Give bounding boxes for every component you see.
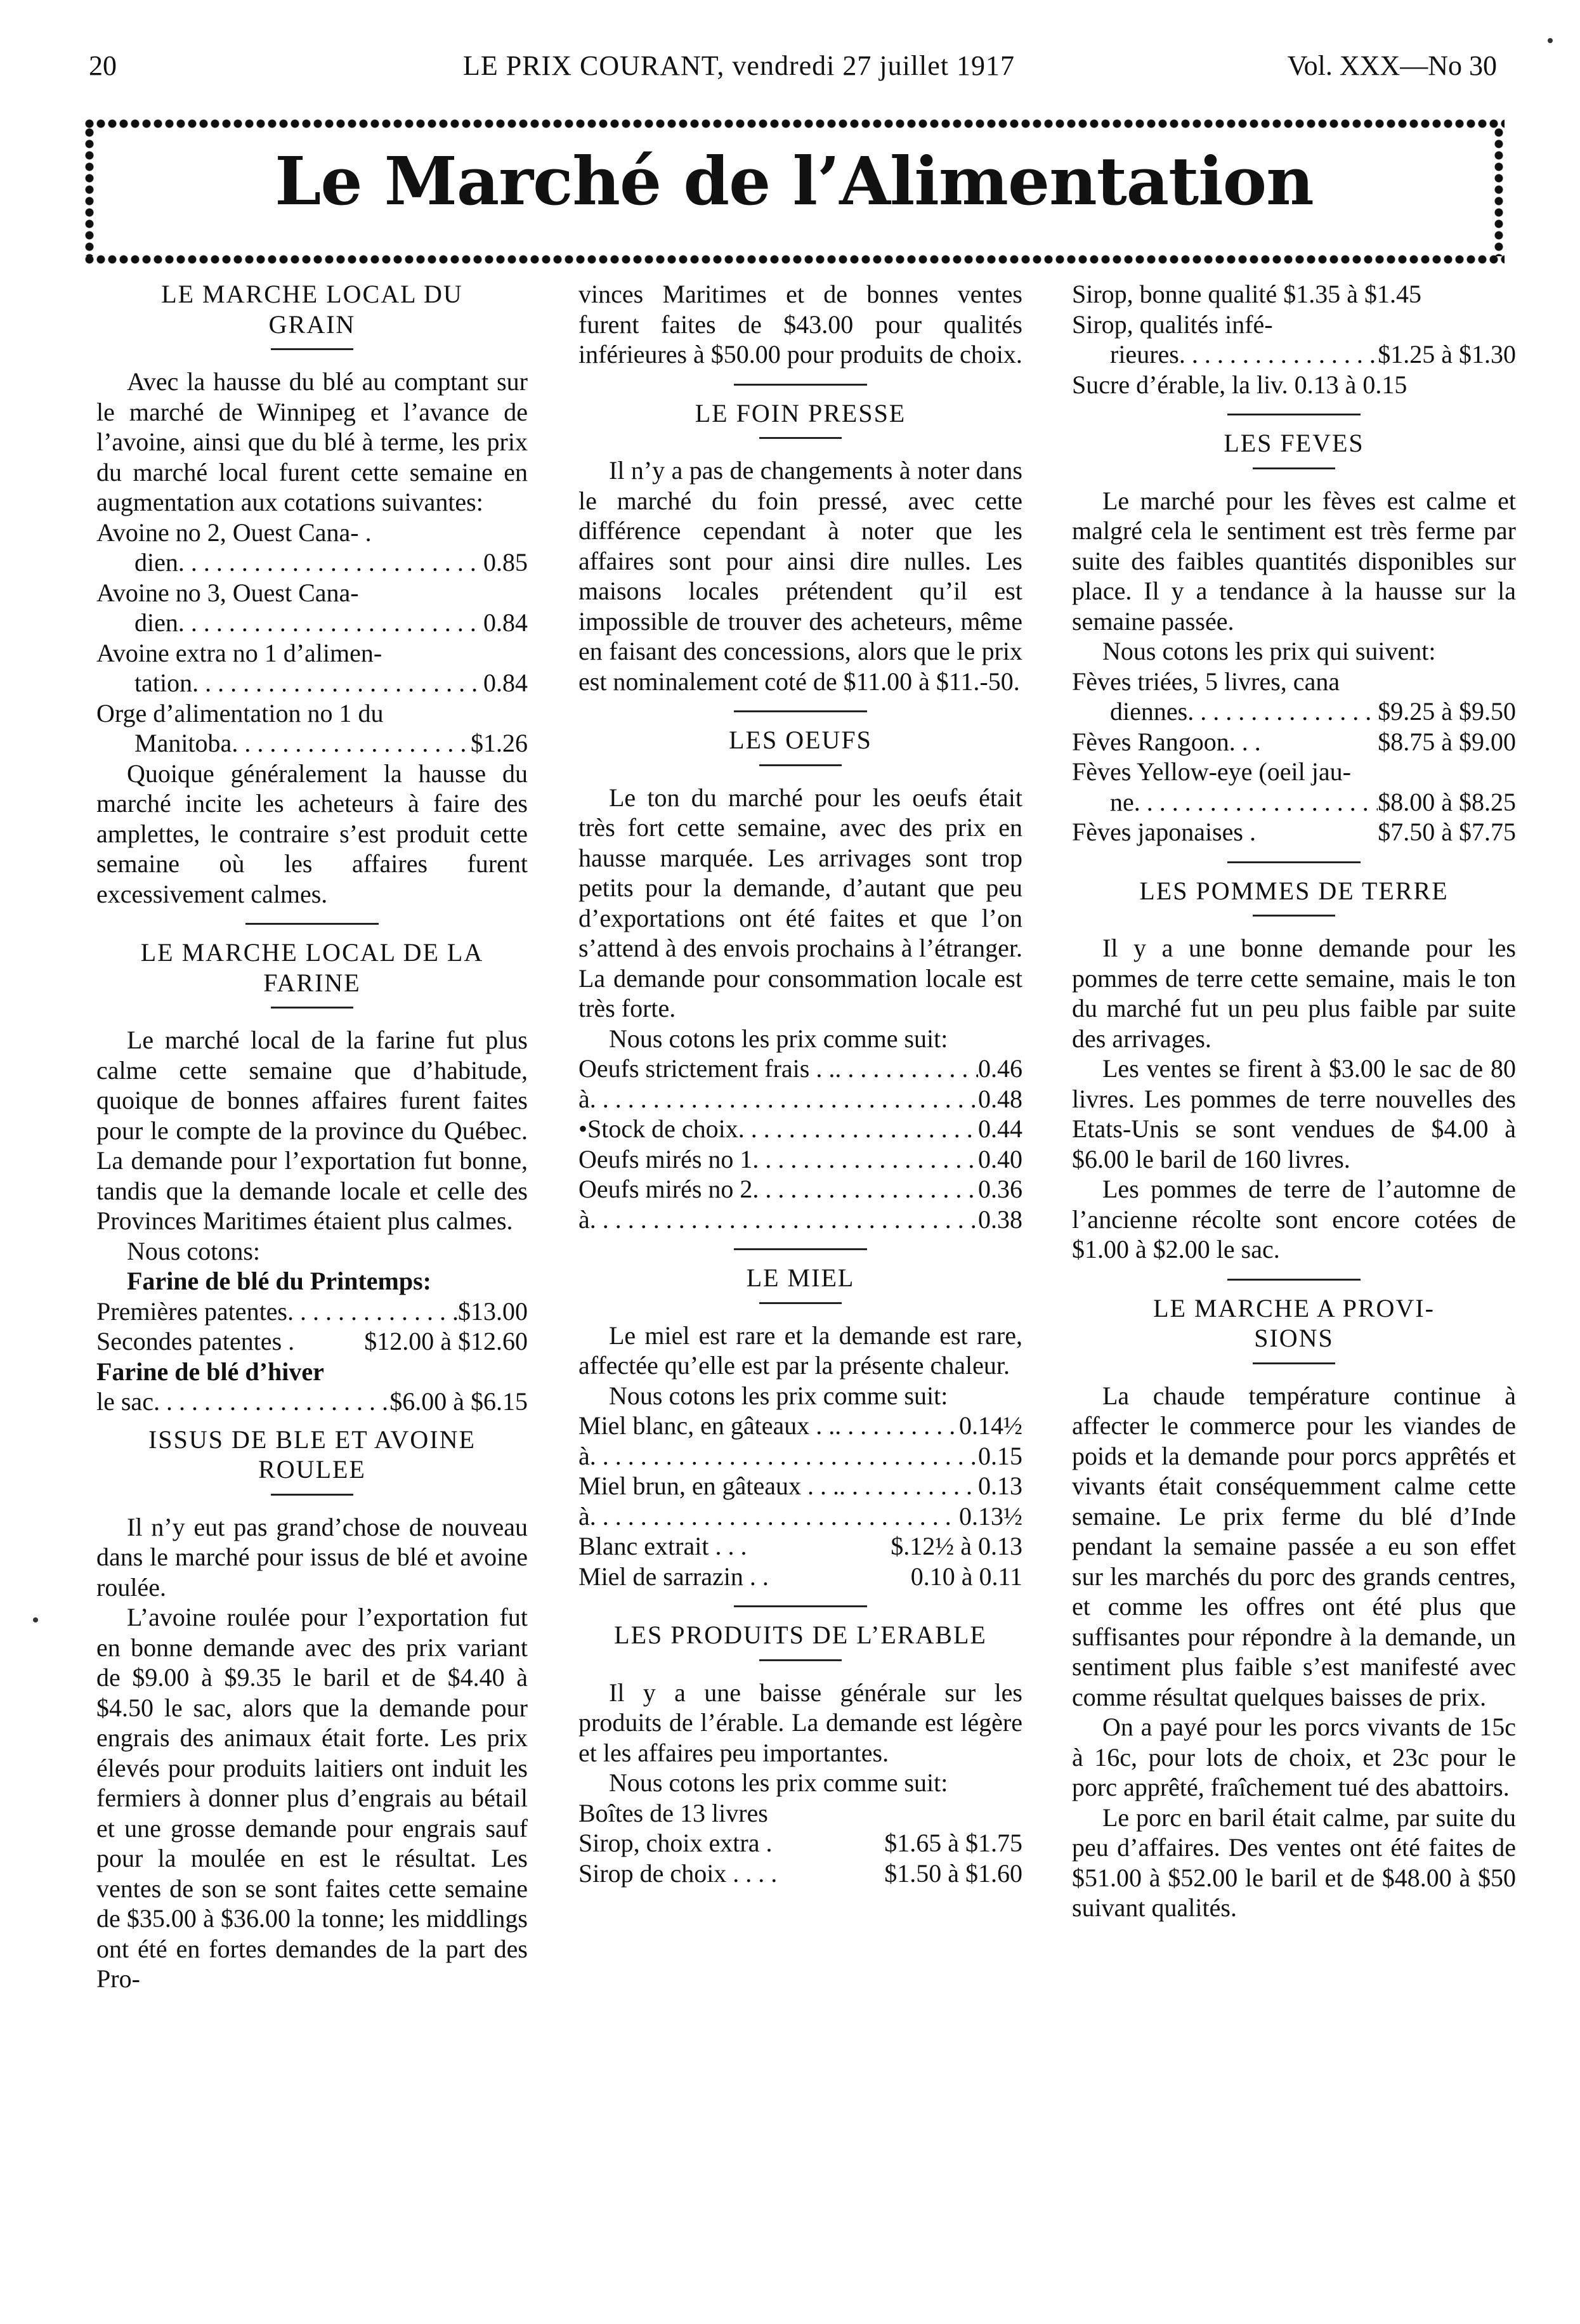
price-row	[578, 1471, 1022, 1501]
price-row	[96, 1387, 528, 1417]
price-label: Manitoba	[134, 729, 232, 757]
price-row	[96, 608, 528, 638]
price-row	[1072, 696, 1516, 727]
price-value: 0.84	[483, 669, 528, 697]
heading-rule	[1253, 1362, 1335, 1364]
price-value: 0.36	[978, 1175, 1022, 1203]
price-row	[1072, 727, 1516, 757]
erable-body: Il y a une baisse générale sur les produits de l’érable. La demande est légère et les affaires peu importantes.	[578, 1678, 1022, 1767]
price-row	[578, 1084, 1022, 1114]
erable-boites: Boîtes de 13 livres	[578, 1798, 768, 1827]
section-separator	[734, 1605, 867, 1607]
price-value: $9.25 à $9.50	[1378, 697, 1516, 726]
heading-rule	[271, 1494, 353, 1496]
grain-intro: Avec la hausse du blé au comptant sur le marché de Winnipeg et l’avance de l’avoine, ainsi que du blé à terme, les prix du marché local furent cette semaine en augmentation aux cotations suivantes:	[96, 367, 528, 516]
price-label: à	[578, 1501, 590, 1531]
price-row	[578, 1411, 1022, 1441]
heading-line: LE MARCHE LOCAL DE LA	[140, 938, 484, 967]
section-separator	[1227, 414, 1361, 415]
price-label: Blanc extrait . . .	[578, 1532, 747, 1560]
column-2	[578, 279, 1022, 1888]
price-label: dien	[134, 608, 178, 637]
price-label: Miel brun, en gâteaux . . .	[578, 1472, 839, 1500]
price-row	[578, 1562, 1022, 1592]
price-label: à	[578, 1084, 590, 1113]
price-value: $1.50 à $1.60	[884, 1858, 1022, 1888]
provisions-paragraph-2: On a payé pour les porcs vivants de 15c à 16c, pour lots de choix, et 23c pour le porc apprêté, fraîchement tué des abattoirs.	[1072, 1713, 1516, 1801]
price-item-label: Avoine no 2, Ouest Cana- .	[96, 518, 372, 547]
price-value: 0.44	[978, 1114, 1022, 1143]
price-row	[578, 1501, 1022, 1532]
price-label: Oeufs mirés no 1	[578, 1144, 753, 1173]
price-row	[1072, 787, 1516, 818]
price-value: 0.84	[483, 608, 528, 637]
publication-title: LE PRIX COURANT, vendredi 27 juillet 1917	[463, 50, 1015, 81]
banner-bottom-border	[84, 254, 1505, 265]
heading-oeufs: LES OEUFS	[729, 726, 872, 754]
section-title: Le Marché de l’Alimentation	[275, 142, 1314, 220]
heading-rule	[1253, 467, 1335, 469]
issus-continuation: vinces Maritimes et de bonnes ventes furent faites de $43.00 pour qualités inférieures à $50.00 pour produits de choix.	[578, 280, 1022, 369]
sirop-row-1: Sirop, bonne qualité $1.35 à $1.45	[1072, 280, 1422, 308]
price-item-label: Avoine no 3, Ouest Cana-	[96, 578, 359, 607]
price-value: 0.13	[978, 1472, 1022, 1500]
banner-top-border	[84, 118, 1505, 129]
price-value: $1.26	[471, 729, 528, 757]
price-label: Miel blanc, en gâteaux . .	[578, 1411, 835, 1440]
farine-nous-cotons: Nous cotons:	[127, 1236, 260, 1265]
farine-body: Le marché local de la farine fut plus calme cette semaine que d’habitude, quoique de bonnes affaires furent faites pour le compte de la province du Québec. La demande pour l’exportation fut bonne, tandis que la demande locale et celle des Provinces Maritimes étaient plus calmes.	[96, 1026, 528, 1235]
heading-line: ISSUS DE BLE ET AVOINE	[148, 1425, 476, 1454]
heading-provisions	[1072, 1293, 1516, 1354]
scan-speck	[33, 1617, 38, 1622]
erable-nous-cotons: Nous cotons les prix comme suit:	[609, 1768, 948, 1797]
heading-grain	[96, 279, 528, 339]
section-separator	[734, 710, 867, 712]
price-label: tation	[134, 669, 193, 697]
price-row	[578, 1858, 1022, 1889]
price-value: $1.25 à $1.30	[1378, 340, 1516, 369]
price-value: $12.00 à $12.60	[364, 1327, 528, 1355]
price-label: Premières patentes	[96, 1296, 287, 1326]
section-separator	[1227, 1279, 1361, 1281]
page-number: 20	[89, 50, 117, 81]
price-label: Oeufs strictement frais . .	[578, 1054, 835, 1083]
oeufs-price-list	[578, 1054, 1022, 1234]
price-value: 0.13½	[959, 1501, 1022, 1531]
price-row	[578, 1204, 1022, 1235]
price-row	[578, 1828, 1022, 1858]
volume-number: Vol. XXX—No 30	[1287, 50, 1497, 81]
section-separator	[1227, 861, 1361, 863]
price-value: $8.75 à $9.00	[1378, 727, 1516, 756]
price-row	[96, 728, 528, 759]
price-label: à	[578, 1204, 590, 1234]
price-label: Sirop de choix . . . .	[578, 1858, 778, 1888]
price-label: rieures	[1110, 340, 1179, 369]
price-value: 0.40	[978, 1144, 1022, 1173]
price-label: Oeufs mirés no 2	[578, 1175, 753, 1203]
price-label: le sac	[96, 1387, 153, 1416]
issus-paragraph-2: L’avoine roulée pour l’exportation fut en bonne demande avec des prix variant de $9.00 à $9.35 le baril et de $4.40 à $4.50 le sac, alors que la demande pour engrais des animaux était forte. Les prix élevés pour produits laitiers ont induit les fermiers à donner plus d’engrais au bétail et une grosse demande pour engrais sauf pour la moulée en est le résultat. Les ventes de son se sont faites cette semaine de $35.00 à $36.00 la tonne; les middlings ont été en fortes demandes de la part des Pro-	[96, 1603, 528, 1993]
scan-speck	[1548, 38, 1553, 43]
heading-foin: LE FOIN PRESSE	[695, 398, 906, 428]
price-row	[578, 1531, 1022, 1562]
price-value: $8.00 à $8.25	[1378, 787, 1516, 816]
price-row	[96, 668, 528, 698]
price-value: $1.65 à $1.75	[884, 1829, 1022, 1857]
pommes-paragraph-3: Les pommes de terre de l’automne de l’ancienne récolte sont encore cotées de $1.00 à $2.00 le sac.	[1072, 1175, 1516, 1263]
issus-paragraph-1: Il n’y eut pas grand’chose de nouveau dans le marché pour issus de blé et avoine roulée.	[96, 1512, 528, 1602]
price-label: Miel de sarrazin . .	[578, 1562, 769, 1591]
price-value: 0.85	[483, 548, 528, 577]
price-value: 0.14½	[959, 1411, 1022, 1440]
feves-body: Le marché pour les fèves est calme et malgré cela le sentiment est très ferme par suite des faibles quantités disponibles sur place. Il y a tendance à la hausse sur la semaine passée.	[1072, 486, 1516, 636]
heading-rule	[759, 437, 842, 439]
pommes-paragraph-1: Il y a une bonne demande pour les pommes de terre cette semaine, mais le ton du marché fut un peu plus faible par suite des arrivages.	[1072, 934, 1516, 1053]
price-label: diennes	[1110, 697, 1188, 726]
price-value: 0.48	[978, 1084, 1022, 1113]
price-row	[1072, 339, 1516, 370]
provisions-paragraph-1: La chaude température continue à affecter le commerce pour les viandes de poids et la demande pour porcs apprêtés et vivants était conséquemment calme cette semaine. Le prix ferme du blé d’Inde pendant la semaine passée a eu son effet sur les marchés du porc des grands centres, et comme les offres ont été plus que suffisantes pour répondre à la demande, un sentiment plus faible s’est manifesté avec comme résultat quelques baisses de prix.	[1072, 1381, 1516, 1711]
price-label: Secondes patentes .	[96, 1327, 295, 1355]
heading-line: SIONS	[1254, 1324, 1334, 1352]
heading-rule	[1253, 915, 1335, 917]
price-row	[578, 1174, 1022, 1204]
price-label: à	[578, 1441, 590, 1470]
price-value: $13.00	[458, 1296, 528, 1326]
grain-price-list	[96, 518, 528, 759]
heading-rule	[759, 1302, 842, 1304]
heading-line: GRAIN	[268, 310, 356, 339]
farine-printemps: Farine de blé du Printemps:	[127, 1267, 431, 1295]
provisions-paragraph-3: Le porc en baril était calme, par suite du peu d’affaires. Des ventes ont été faites de $51.00 à $52.00 le baril et de $48.00 à $50 suivant qualités.	[1072, 1803, 1516, 1922]
sirop-row-3: Sucre d’érable, la liv. 0.13 à 0.15	[1072, 370, 1407, 399]
price-value: 0.46	[978, 1054, 1022, 1083]
heading-rule	[759, 1659, 842, 1661]
price-label: ne	[1110, 787, 1134, 816]
price-value: 0.38	[978, 1204, 1022, 1234]
miel-price-list	[578, 1411, 1022, 1591]
price-row	[578, 1441, 1022, 1472]
heading-line: ROULEE	[258, 1455, 366, 1484]
price-row	[578, 1144, 1022, 1175]
running-head	[89, 49, 1497, 94]
feves-nous-cotons: Nous cotons les prix qui suivent:	[1102, 637, 1436, 665]
price-row	[96, 547, 528, 578]
section-banner	[84, 118, 1505, 265]
feves-item-1a: Fèves triées, 5 livres, cana	[1072, 667, 1340, 696]
price-value: $6.00 à $6.15	[389, 1387, 528, 1416]
section-separator	[734, 1248, 867, 1250]
heading-line: LE MARCHE A PROVI-	[1153, 1293, 1435, 1322]
section-separator	[734, 384, 867, 386]
heading-miel: LE MIEL	[746, 1263, 855, 1292]
pommes-paragraph-2: Les ventes se firent à $3.00 le sac de 80 livres. Les pommes de terre nouvelles des Etats-Unis se sont vendues de $4.00 à $6.00 le baril de 160 livres.	[1072, 1054, 1516, 1173]
price-value: $.12½ à 0.13	[891, 1532, 1022, 1560]
price-value: 0.15	[978, 1441, 1022, 1470]
farine-hiver: Farine de blé d’hiver	[96, 1357, 324, 1386]
heading-rule	[271, 1007, 353, 1009]
price-value: 0.10 à 0.11	[910, 1562, 1022, 1591]
heading-feves: LES FEVES	[1224, 429, 1364, 457]
heading-line: FARINE	[263, 968, 361, 997]
miel-body: Le miel est rare et la demande est rare, affectée qu’elle est par la présente chaleur.	[578, 1321, 1022, 1380]
foin-body: Il n’y a pas de changements à noter dans le marché du foin pressé, avec cette différence cependant à noter que les affaires sont pour ainsi dire nulles. Les maisons locales prétendent qu’il est impossible de trouver des acheteurs, même en faisant des concessions, alors que le prix est nominalement coté de $11.00 à $11.-50.	[578, 456, 1022, 696]
oeufs-body: Le ton du marché pour les oeufs était très fort cette semaine, avec des prix en hausse marquée. Les arrivages sont trop petits pour la demande, d’autant que peu d’exportations ont été faites et que l’on s’attend à des envois prochains à l’étranger. La demande pour consommation locale est très forte.	[578, 783, 1022, 1022]
price-row	[96, 1296, 528, 1327]
heading-line: LE MARCHE LOCAL DU	[161, 280, 463, 308]
miel-nous-cotons: Nous cotons les prix comme suit:	[609, 1381, 948, 1410]
price-value: $7.50 à $7.75	[1378, 818, 1516, 846]
column-1	[96, 279, 528, 1994]
heading-issus	[96, 1425, 528, 1485]
price-item-label: Avoine extra no 1 d’alimen-	[96, 638, 382, 667]
price-row	[578, 1114, 1022, 1144]
price-row	[96, 1326, 528, 1357]
price-label: Fèves Rangoon. . .	[1072, 727, 1261, 756]
price-item-label: Orge d’alimentation no 1 du	[96, 698, 384, 728]
price-row	[1072, 817, 1516, 847]
heading-farine	[96, 937, 528, 998]
grain-outro: Quoique généralement la hausse du marché incite les acheteurs à faire des amplettes, le contraire s’est produit cette semaine où les affaires furent excessivement calmes.	[96, 759, 528, 908]
price-label: Fèves japonaises .	[1072, 818, 1256, 846]
column-3	[1072, 279, 1516, 1923]
price-label: •Stock de choix	[578, 1114, 738, 1143]
section-separator	[245, 923, 379, 925]
heading-rule	[759, 764, 842, 766]
oeufs-nous-cotons: Nous cotons les prix comme suit:	[609, 1024, 948, 1053]
price-row	[578, 1054, 1022, 1084]
heading-pommes: LES POMMES DE TERRE	[1139, 876, 1449, 905]
price-label: Sirop, choix extra .	[578, 1829, 773, 1857]
heading-rule	[271, 348, 353, 350]
sirop-row-2a: Sirop, qualités infé-	[1072, 310, 1273, 339]
price-label: dien	[134, 548, 178, 577]
feves-item-3a: Fèves Yellow-eye (oeil jau-	[1072, 757, 1351, 786]
heading-erable: LES PRODUITS DE L’ERABLE	[614, 1621, 987, 1649]
